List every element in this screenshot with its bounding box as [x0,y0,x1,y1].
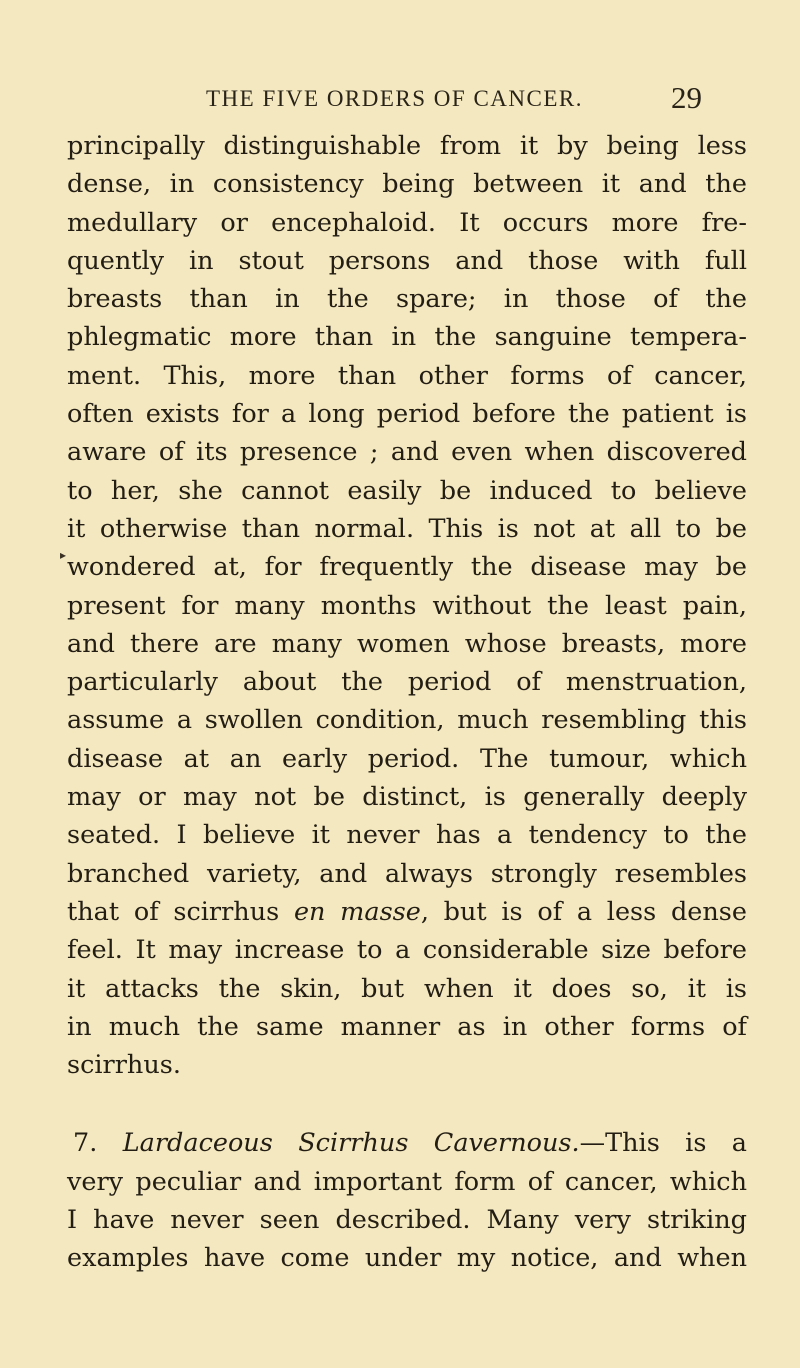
text-segment: that of scirrhus [67,896,294,927]
text-line: scirrhus. [67,1050,181,1081]
text-line: examples have come under my notice, and when [67,1243,747,1274]
paragraph-gap [67,1084,747,1124]
margin-mark-icon: ▸ [60,548,67,562]
italic-phrase: en masse [293,896,421,927]
text-line: breasts than in the spare; in those of the [67,284,747,315]
text-segment: , but is of a less dense [420,896,747,927]
text-line: medullary or encephaloid. It occurs more fre- [67,207,747,238]
text-line: and there are many women whose breasts, more [67,628,747,659]
section-heading-line [67,1124,747,1162]
text-line: aware of its presence ; and even when discovered [67,437,747,468]
text-line: to her, she cannot easily be induced to believe [67,475,747,506]
text-line: branched variety, and always strongly resembles [67,858,747,889]
body-text [67,127,747,1278]
text-line-with-italic [67,893,747,931]
text-line: very peculiar and important form of cancer, which [67,1166,747,1197]
section-number: 7. [73,1128,98,1159]
running-head: THE FIVE ORDERS OF CANCER. [206,86,584,111]
text-line: quently in stout persons and those with full [67,245,747,276]
text-line: wondered at, for frequently the disease may be [67,552,747,583]
text-line: seated. I believe it never has a tendency to the [67,820,747,851]
paragraph-1 [67,127,747,1084]
text-line: it attacks the skin, but when it does so, it is [67,973,747,1004]
text-line: in much the same manner as in other forms of [67,1011,747,1042]
paragraph-2 [67,1124,747,1277]
text-line: may or may not be distinct, is generally deeply [67,782,747,813]
text-line: it otherwise than normal. This is not at all to be [67,513,747,544]
text-line: I have never seen described. Many very striking [67,1205,747,1236]
page-number: 29 [671,80,702,115]
text-line: phlegmatic more than in the sanguine tempera- [67,322,747,353]
text-line: disease at an early period. The tumour, which [67,743,747,774]
text-line: often exists for a long period before the patient is [67,399,747,430]
text-line: present for many months without the least pain, [67,590,747,621]
text-line: feel. It may increase to a considerable size before [67,935,747,966]
text-segment: —This is a [579,1128,747,1159]
section-heading: Lardaceous Scirrhus Cavernous. [122,1128,580,1159]
text-line: particularly about the period of menstruation, [67,667,747,698]
text-line: ment. This, more than other forms of cancer, [67,360,747,391]
text-line: assume a swollen condition, much resembling this [67,705,747,736]
text-line: principally distinguishable from it by being less [67,131,747,161]
text-line: dense, in consistency being between it and the [67,169,747,200]
